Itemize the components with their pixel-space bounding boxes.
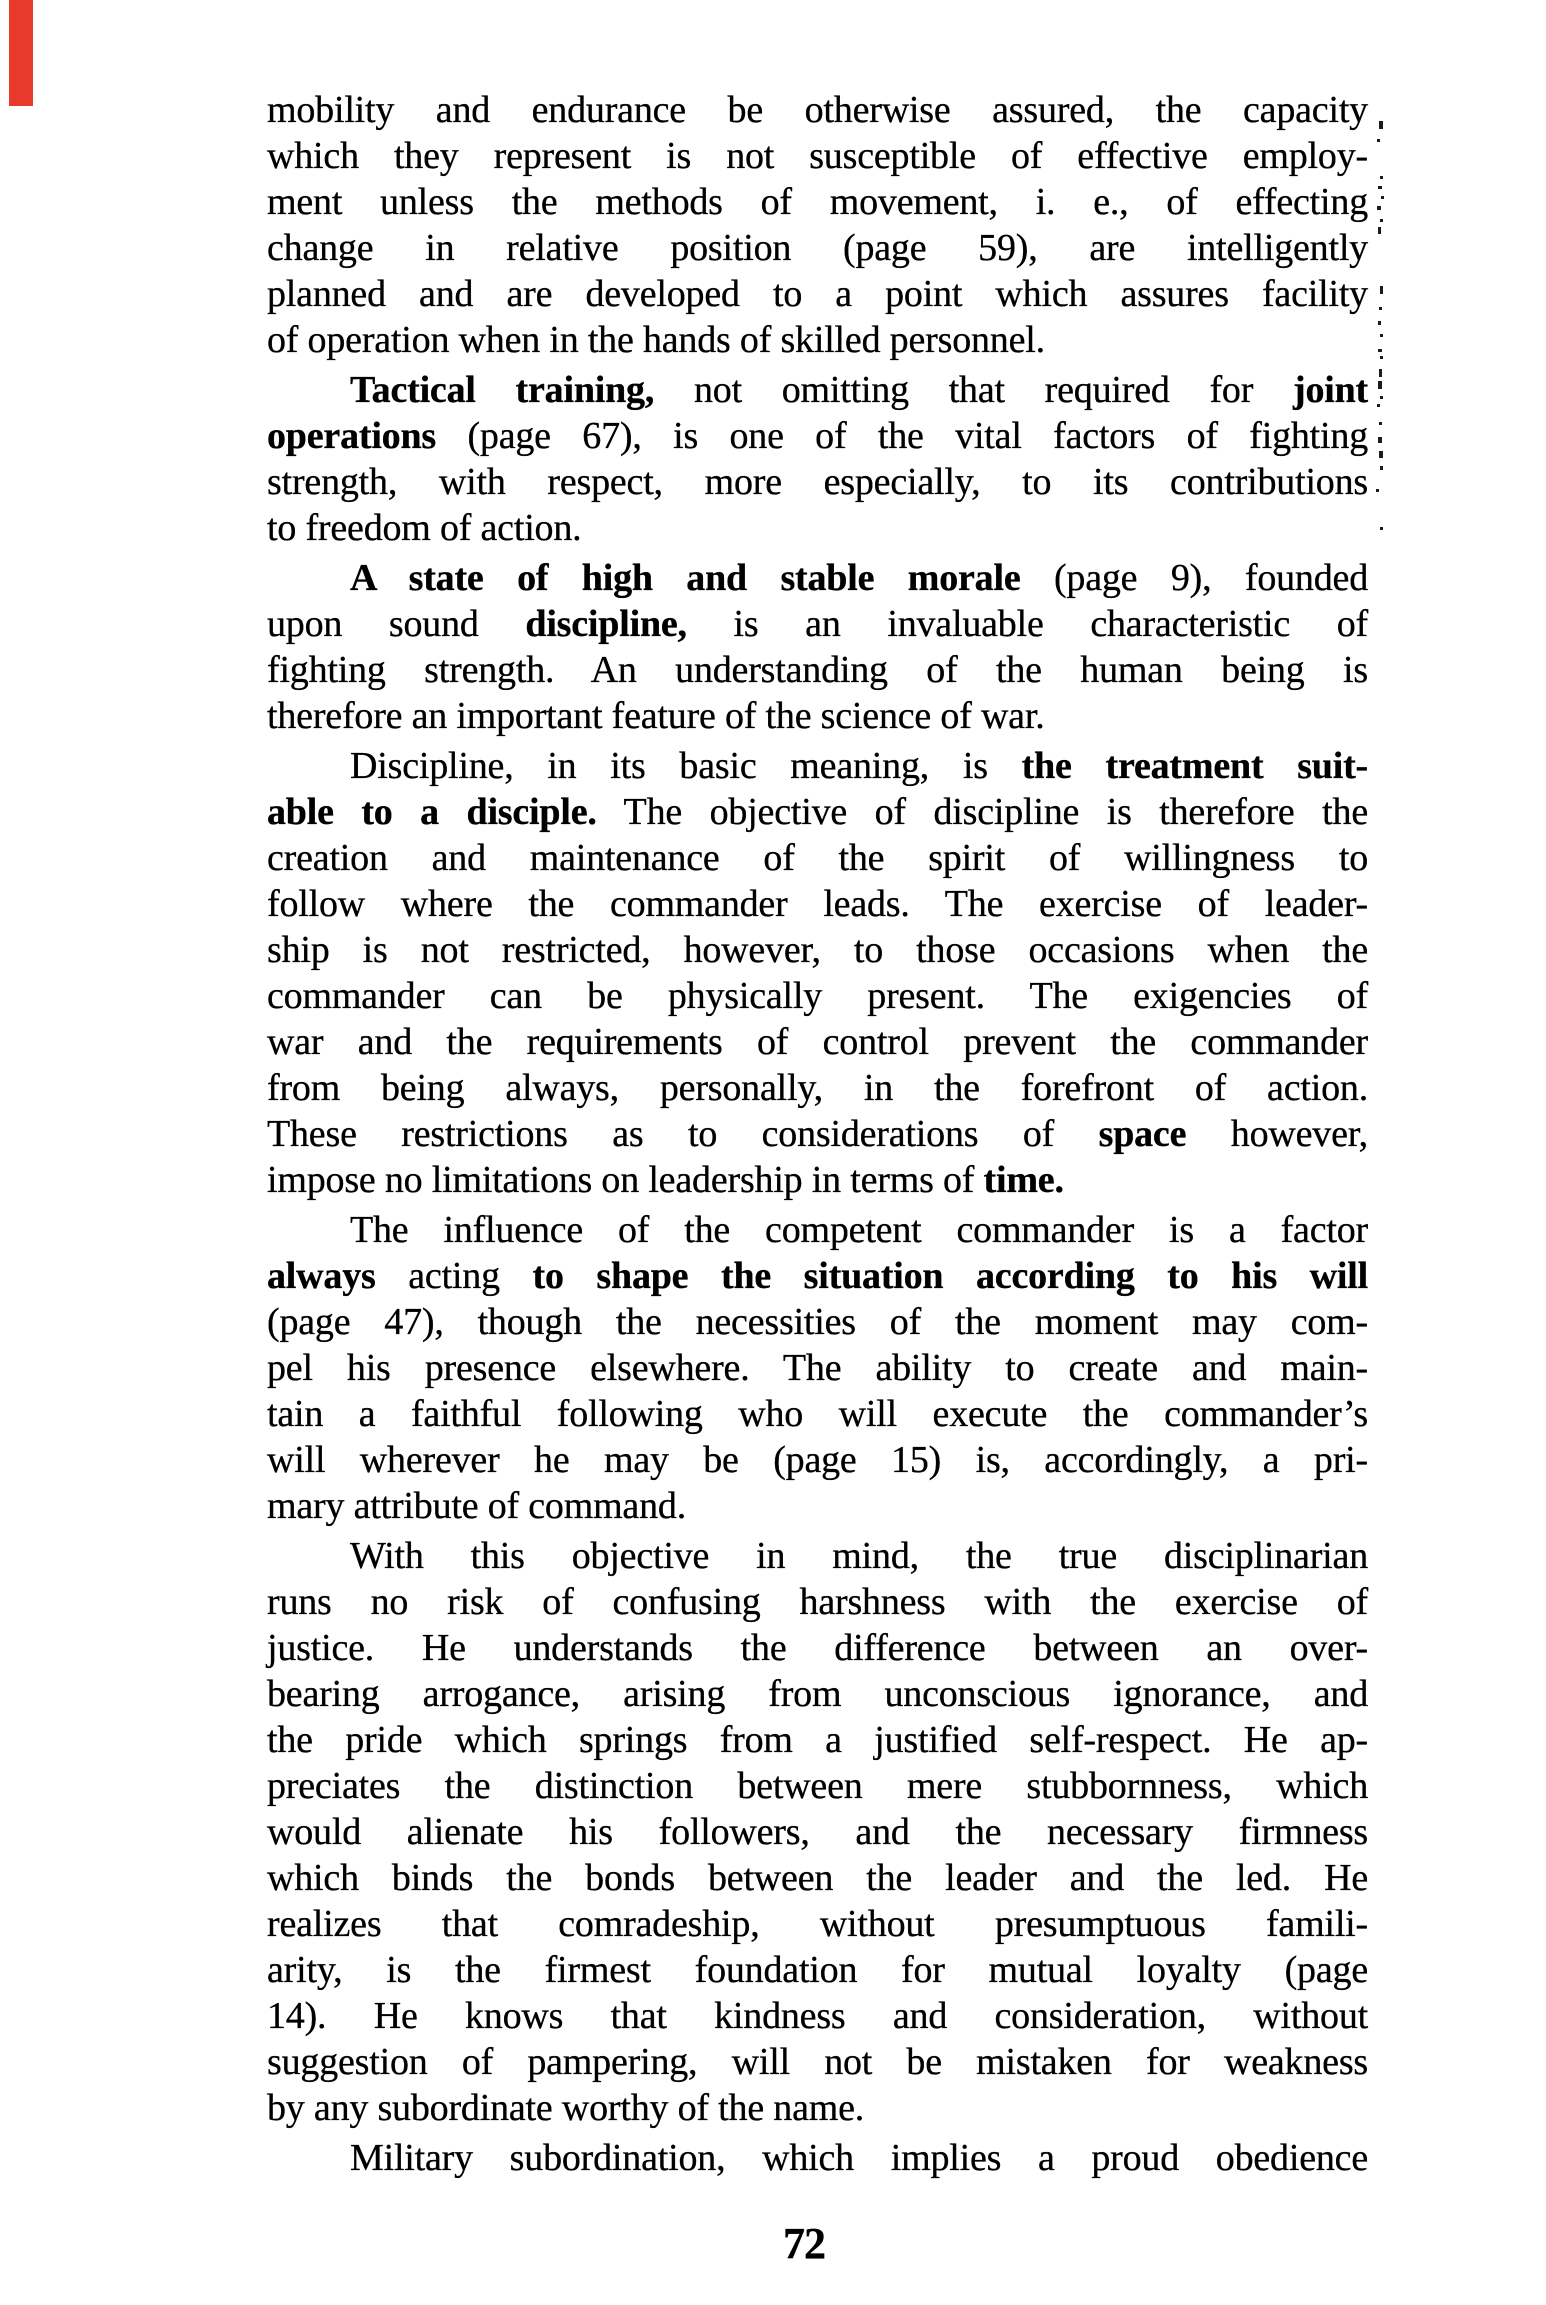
text-segment: which binds the bonds between the leader and the led. He [267,1857,1368,1899]
page-number: 72 [783,2219,825,2268]
text-segment: runs no risk of confusing harshness with the exercise of [267,1581,1368,1623]
text-segment: mary attribute of command. [267,1485,686,1527]
text-line [267,2135,1368,2181]
scan-artifact-speck [1377,206,1381,210]
text-segment: acting [375,1255,533,1297]
scan-artifact-speck [1378,227,1381,234]
text-line [267,1993,1368,2039]
text-line [267,1065,1368,1111]
text-segment: to freedom of action. [267,507,582,549]
scan-artifact-speck [1378,321,1381,325]
bold-text-segment: the treatment suit- [1021,745,1369,787]
text-line [267,1437,1368,1483]
text-line [267,1901,1368,1947]
text-segment: preciates the distinction between mere stubbornness, which [267,1765,1368,1807]
scan-artifact-speck [1380,396,1383,399]
text-segment: upon sound [267,603,526,645]
text-line [267,2039,1368,2085]
text-segment: will wherever he may be (page 15) is, accordingly, a pri- [267,1439,1368,1481]
text-segment: planned and are developed to a point which assures facility [267,273,1368,315]
paragraph [267,1207,1368,1529]
text-line [267,1019,1368,1065]
scan-artifact-speck [1379,369,1382,377]
text-segment: Military subordination, which implies a proud obedience [350,2137,1368,2179]
text-line [267,1625,1368,1671]
text-segment: by any subordinate worthy of the name. [267,2087,865,2129]
scan-artifact-speck [1378,349,1382,352]
text-segment: (page 67), is one of the vital factors of fighting [436,415,1368,457]
text-line [267,601,1368,647]
text-segment: With this objective in mind, the true disciplinarian [350,1535,1368,1577]
text-line [267,1483,1368,1529]
bold-text-segment: time. [983,1159,1064,1201]
text-line [267,1763,1368,1809]
scan-artifact-speck [1380,286,1383,294]
bold-text-segment: discipline, [525,603,687,645]
scan-artifact-speck [1380,466,1383,470]
text-segment: is an invaluable characteristic of [686,603,1368,645]
paragraph [267,1533,1368,2131]
text-segment: change in relative position (page 59), are intelligently [267,227,1368,269]
text-segment: therefore an important feature of the science of war. [267,695,1045,737]
bold-text-segment: operations [267,415,437,457]
text-line [267,973,1368,1019]
page-footer [254,2218,1354,2269]
scan-artifact-speck [1381,196,1384,199]
text-segment: (page 47), though the necessities of the moment may com- [267,1301,1368,1343]
text-segment: (page 9), founded [1020,557,1368,599]
scan-artifact-speck [1380,219,1383,222]
scan-artifact-speck [1378,437,1382,443]
text-segment: war and the requirements of control prevent the commander [267,1021,1368,1063]
text-segment: follow where the commander leads. The exercise of leader- [267,883,1368,925]
text-line [267,1579,1368,1625]
text-line [267,2085,1368,2131]
scan-artifact-speck [1379,307,1382,310]
bold-text-segment: Tactical training, [350,369,655,411]
text-segment: These restrictions as to considerations of [267,1113,1099,1155]
paragraph [267,87,1368,363]
text-line [267,1299,1368,1345]
text-line [267,225,1368,271]
scan-artifact-speck [1380,527,1383,530]
paragraph [267,2135,1368,2181]
scan-artifact-speck [1378,186,1382,189]
scan-artifact-red-strip [9,0,33,106]
text-segment: not omitting that required for [654,369,1293,411]
text-line [267,1947,1368,1993]
text-segment: suggestion of pampering, will not be mistaken for weakness [267,2041,1368,2083]
text-line [267,317,1368,363]
bold-text-segment: space [1098,1113,1187,1155]
scan-artifact-speck [1378,381,1382,389]
scan-artifact-speck [1379,121,1383,129]
text-line [267,1855,1368,1901]
text-segment: fighting strength. An understanding of the human being is [267,649,1368,691]
text-segment: from being always, personally, in the forefront of action. [267,1067,1368,1109]
page-text-block [267,87,1368,2181]
text-line [267,647,1368,693]
text-line [267,1207,1368,1253]
text-segment: however, [1186,1113,1368,1155]
text-segment: realizes that comradeship, without presumptuous famili- [267,1903,1368,1945]
bold-text-segment: able to a disciple. [267,791,597,833]
scan-artifact-speck [1379,422,1382,425]
scan-artifact-speck [1380,356,1383,359]
text-segment: The objective of discipline is therefore the [596,791,1368,833]
paragraph [267,367,1368,551]
text-segment: ment unless the methods of movement, i. e., of effecting [267,181,1368,223]
text-line [267,367,1368,413]
scan-artifact-speck [1376,489,1379,492]
scan-artifact-speck [1377,139,1380,142]
text-line [267,881,1368,927]
text-segment: mobility and endurance be otherwise assured, the capacity [267,89,1368,131]
text-segment: pel his presence elsewhere. The ability to create and main- [267,1347,1368,1389]
text-segment: strength, with respect, more especially, to its contributions [267,461,1368,503]
text-line [267,459,1368,505]
text-segment: arity, is the firmest foundation for mutual loyalty (page [267,1949,1368,1991]
text-line [267,413,1368,459]
text-line [267,1717,1368,1763]
text-line [267,789,1368,835]
text-line [267,743,1368,789]
text-line [267,1111,1368,1157]
text-line [267,1345,1368,1391]
text-line [267,1533,1368,1579]
bold-text-segment: to shape the situation according to his will [532,1255,1368,1297]
text-segment: Discipline, in its basic meaning, is [350,745,1022,787]
text-segment: impose no limitations on leadership in terms of [267,1159,984,1201]
text-line [267,1391,1368,1437]
scan-artifact-speck [1380,334,1383,337]
text-segment: 14). He knows that kindness and consideration, without [267,1995,1368,2037]
text-line [267,1671,1368,1717]
text-line [267,87,1368,133]
text-line [267,835,1368,881]
text-line [267,271,1368,317]
text-segment: commander can be physically present. The exigencies of [267,975,1368,1017]
bold-text-segment: joint [1292,369,1368,411]
text-segment: the pride which springs from a justified self-respect. He ap- [267,1719,1368,1761]
text-line [267,1157,1368,1203]
text-segment: of operation when in the hands of skilled personnel. [267,319,1045,361]
text-line [267,555,1368,601]
text-segment: ship is not restricted, however, to those occasions when the [267,929,1368,971]
text-line [267,1253,1368,1299]
text-segment: creation and maintenance of the spirit of willingness to [267,837,1368,879]
scan-artifact-speck [1379,451,1383,458]
text-segment: justice. He understands the difference between an over- [267,1627,1368,1669]
text-segment: bearing arrogance, arising from unconscious ignorance, and [267,1673,1368,1715]
scan-artifact-speck [1377,404,1380,407]
text-line [267,1809,1368,1855]
text-segment: tain a faithful following who will execute the commander’s [267,1393,1368,1435]
text-line [267,179,1368,225]
text-line [267,693,1368,739]
text-segment: which they represent is not susceptible of effective employ- [267,135,1368,177]
text-line [267,505,1368,551]
text-line [267,927,1368,973]
bold-text-segment: A state of high and stable morale [350,557,1021,599]
text-segment: The influence of the competent commander is a factor [350,1209,1368,1251]
paragraph [267,555,1368,739]
paragraph [267,743,1368,1203]
text-line [267,133,1368,179]
scan-artifact-speck [1380,176,1383,179]
text-segment: would alienate his followers, and the necessary firmness [267,1811,1368,1853]
bold-text-segment: always [267,1255,376,1297]
